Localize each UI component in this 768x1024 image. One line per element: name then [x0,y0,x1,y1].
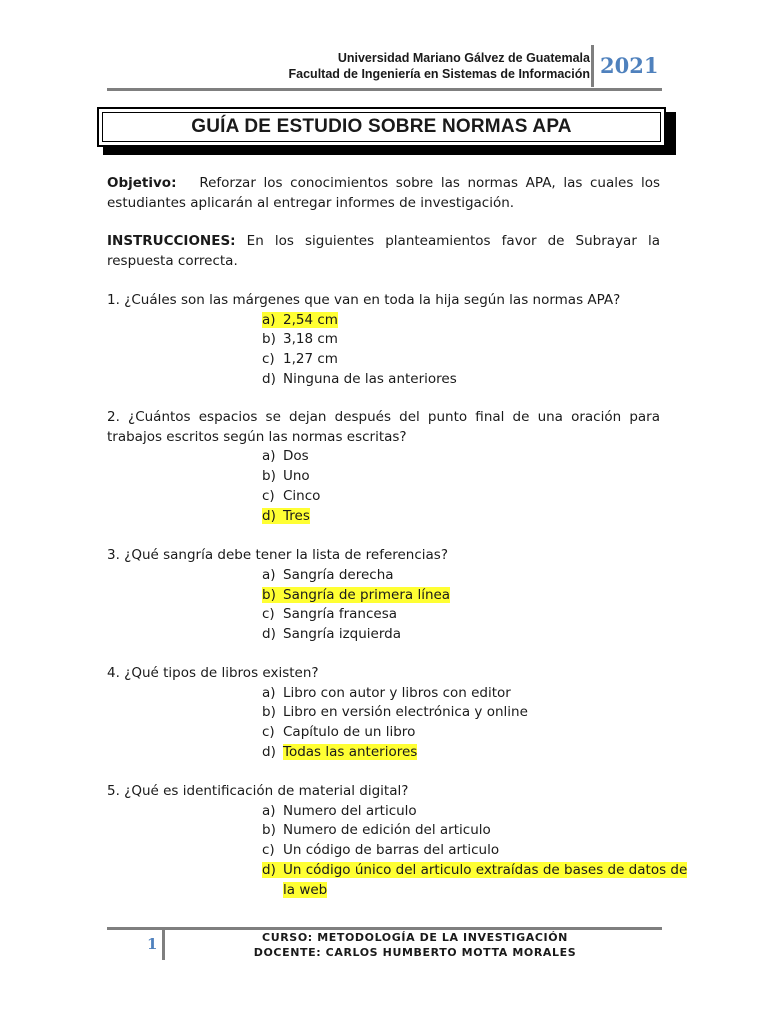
q1-option-b: b) 3,18 cm [262,331,338,347]
q2-option-c: c) Cinco [262,488,321,504]
q1-option-c: c) 1,27 cm [262,351,338,367]
q5-option-b: b) Numero de edición del articulo [262,822,491,838]
question-1: 1. ¿Cuáles son las márgenes que van en toda la hija según las normas APA? [107,292,621,308]
q2-option-d: d) Tres [262,508,310,524]
instructions-text: En los siguientes planteamientos favor de Subrayar la respuesta correcta. [107,233,660,269]
header-divider [591,45,594,87]
footer-rule [107,927,662,930]
objective-text: Reforzar los conocimientos sobre las normas APA, las cuales los estudiantes aplicarán al entregar informes de investigación. [107,175,661,211]
q1-option-a: a) 2,54 cm [262,312,338,328]
faculty-name: Facultad de Ingeniería en Sistemas de Información [288,67,590,81]
q3-option-a: a) Sangría derecha [262,567,394,583]
question-3: 3. ¿Qué sangría debe tener la lista de referencias? [107,547,449,563]
objective-label: Objetivo: [107,175,177,191]
document-title: GUÍA DE ESTUDIO SOBRE NORMAS APA [191,116,572,137]
q1-option-d: d) Ninguna de las anteriores [262,371,457,387]
footer-teacher: DOCENTE: CARLOS HUMBERTO MOTTA MORALES [253,946,577,959]
q2-option-b: b) Uno [262,468,310,484]
q5-option-d: d) Un código único del articulo extraídas de bases de datos de la web [262,862,688,898]
question-4: 4. ¿Qué tipos de libros existen? [107,665,319,681]
q3-option-c: c) Sangría francesa [262,606,397,622]
instructions-paragraph [107,232,660,271]
q4-option-c: c) Capítulo de un libro [262,724,416,740]
instructions-label: INSTRUCCIONES: [107,233,236,249]
objective-paragraph [107,174,660,213]
q5-option-a: a) Numero del articulo [262,803,417,819]
q4-option-a: a) Libro con autor y libros con editor [262,685,511,701]
question-2: 2. ¿Cuántos espacios se dejan después del punto final de una oración para trabajos escritos según las normas escritas? [107,409,660,445]
page-number: 1 [147,935,158,953]
question-5: 5. ¿Qué es identificación de material digital? [107,783,409,799]
title-box [97,107,666,147]
footer-divider [162,927,165,960]
q3-option-d: d) Sangría izquierda [262,626,402,642]
q4-option-b: b) Libro en versión electrónica y online [262,704,528,720]
q3-option-b: b) Sangría de primera línea [262,587,451,603]
q5-option-c: c) Un código de barras del articulo [262,842,500,858]
header-year: 2021 [600,53,659,78]
q2-option-a: a) Dos [262,448,309,464]
header-rule [107,88,662,91]
footer-course: CURSO: METODOLOGÍA DE LA INVESTIGACIÓN [262,931,568,944]
q4-option-d: d) Todas las anteriores [262,744,418,760]
university-name: Universidad Mariano Gálvez de Guatemala [337,51,590,65]
